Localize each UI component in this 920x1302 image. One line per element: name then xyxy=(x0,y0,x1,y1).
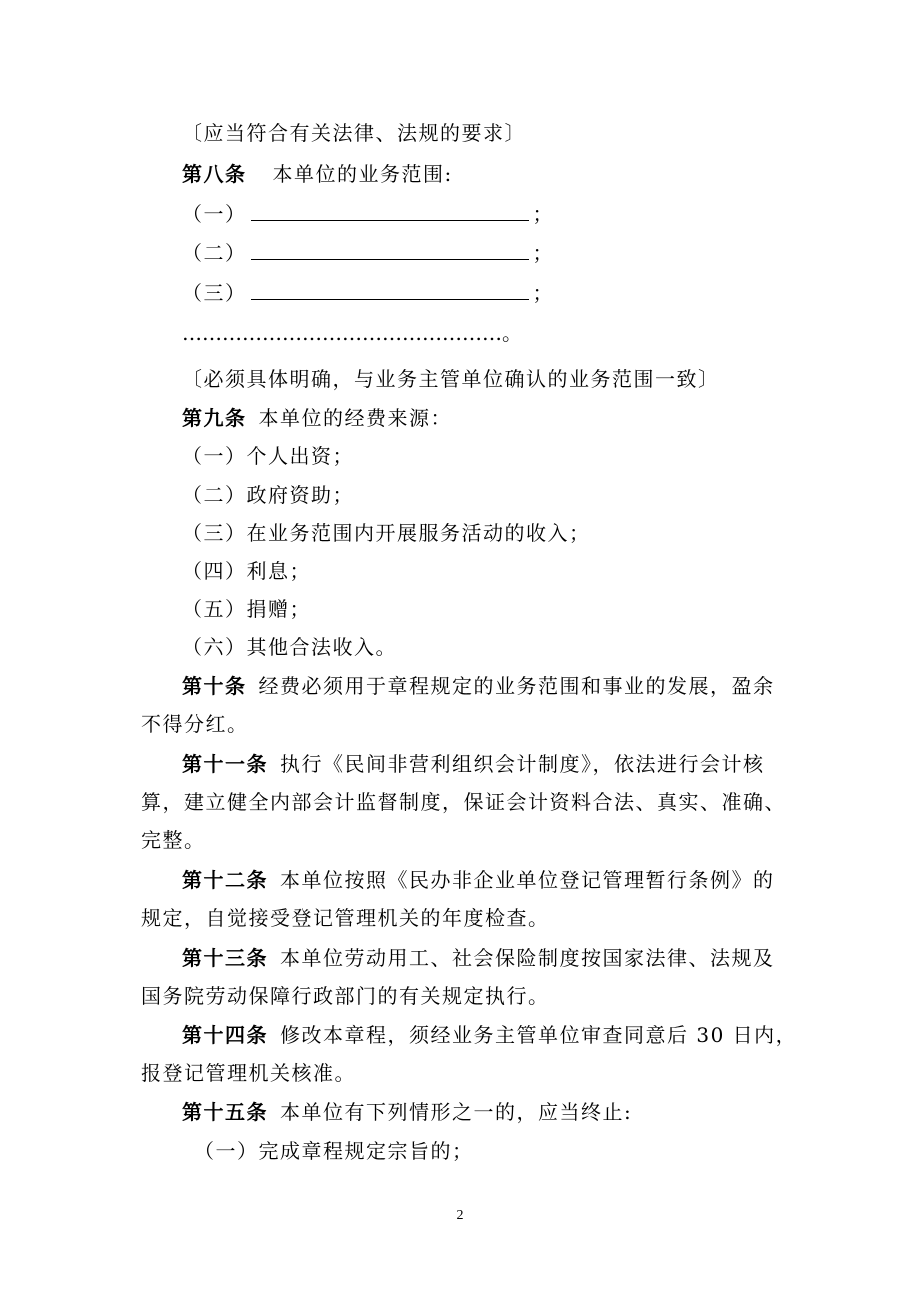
article-11-line-3: 完整。 xyxy=(141,828,206,852)
termination-item-1: （一）完成章程规定宗旨的； xyxy=(194,1139,474,1163)
scope-item-1-semicolon: ； xyxy=(532,202,554,226)
article-10-line-1 xyxy=(182,673,775,699)
ellipsis-dots: ………………………………………… xyxy=(182,321,502,345)
scope-item-1 xyxy=(182,201,554,227)
funding-item-4: （四）利息； xyxy=(182,559,311,583)
note-legal-requirement: 〔应当符合有关法律、法规的要求〕 xyxy=(182,121,526,145)
scope-item-3-label: （三） xyxy=(182,281,247,305)
article-8-title: 第八条 xyxy=(182,162,247,186)
page-number: 2 xyxy=(456,1208,464,1223)
scope-item-3-semicolon: ； xyxy=(532,281,554,305)
scope-ellipsis xyxy=(182,320,524,346)
article-9 xyxy=(182,405,452,431)
funding-item-1: （一）个人出资； xyxy=(182,444,354,468)
scope-item-1-blank xyxy=(251,201,529,221)
scope-item-2-label: （二） xyxy=(182,241,247,265)
article-15-title: 第十五条 xyxy=(182,1100,268,1124)
article-8-text: 本单位的业务范围: xyxy=(272,162,453,186)
article-9-text: 本单位的经费来源： xyxy=(258,406,452,430)
article-10-title: 第十条 xyxy=(182,674,247,698)
article-15-text: 本单位有下列情形之一的，应当终止: xyxy=(280,1100,633,1124)
article-10-text-1: 经费必须用于章程规定的业务范围和事业的发展，盈余 xyxy=(258,674,775,698)
scope-item-3-blank xyxy=(251,280,529,300)
article-9-title: 第九条 xyxy=(182,406,247,430)
article-13-text-1: 本单位劳动用工、社会保险制度按国家法律、法规及 xyxy=(280,946,775,970)
article-13-line-1 xyxy=(182,945,775,971)
article-11-line-2: 算，建立健全内部会计监督制度，保证会计资料合法、真实、准确、 xyxy=(141,790,786,814)
funding-item-3: （三）在业务范围内开展服务活动的收入； xyxy=(182,521,591,545)
scope-item-1-label: （一） xyxy=(182,202,247,226)
scope-item-3 xyxy=(182,280,554,306)
article-15 xyxy=(182,1099,632,1125)
ellipsis-end: 。 xyxy=(502,321,524,345)
funding-item-2: （二）政府资助； xyxy=(182,483,354,507)
article-12-line-2: 规定，自觉接受登记管理机关的年度检查。 xyxy=(141,906,550,930)
article-10-line-2: 不得分红。 xyxy=(141,712,249,736)
article-11-text-1: 执行《民间非营利组织会计制度》，依法进行会计核 xyxy=(280,752,765,776)
article-14-text-1: 修改本章程，须经业务主管单位审查同意后 30 日内， xyxy=(280,1023,798,1047)
article-14-line-2: 报登记管理机关核准。 xyxy=(141,1061,356,1085)
article-8 xyxy=(182,161,453,187)
note-scope-requirement: 〔必须具体明确，与业务主管单位确认的业务范围一致〕 xyxy=(182,367,720,391)
scope-item-2-semicolon: ； xyxy=(532,241,554,265)
article-12-title: 第十二条 xyxy=(182,868,268,892)
scope-item-2 xyxy=(182,240,554,266)
funding-item-5: （五）捐赠； xyxy=(182,597,311,621)
article-14-line-1 xyxy=(182,1022,797,1048)
article-12-line-1 xyxy=(182,867,775,893)
scope-item-2-blank xyxy=(251,240,529,260)
article-14-title: 第十四条 xyxy=(182,1023,268,1047)
article-11-line-1 xyxy=(182,751,765,777)
article-13-line-2: 国务院劳动保障行政部门的有关规定执行。 xyxy=(141,984,550,1008)
funding-item-6: （六）其他合法收入。 xyxy=(182,635,397,659)
article-12-text-1: 本单位按照《民办非企业单位登记管理暂行条例》的 xyxy=(280,868,775,892)
article-13-title: 第十三条 xyxy=(182,946,268,970)
article-11-title: 第十一条 xyxy=(182,752,268,776)
